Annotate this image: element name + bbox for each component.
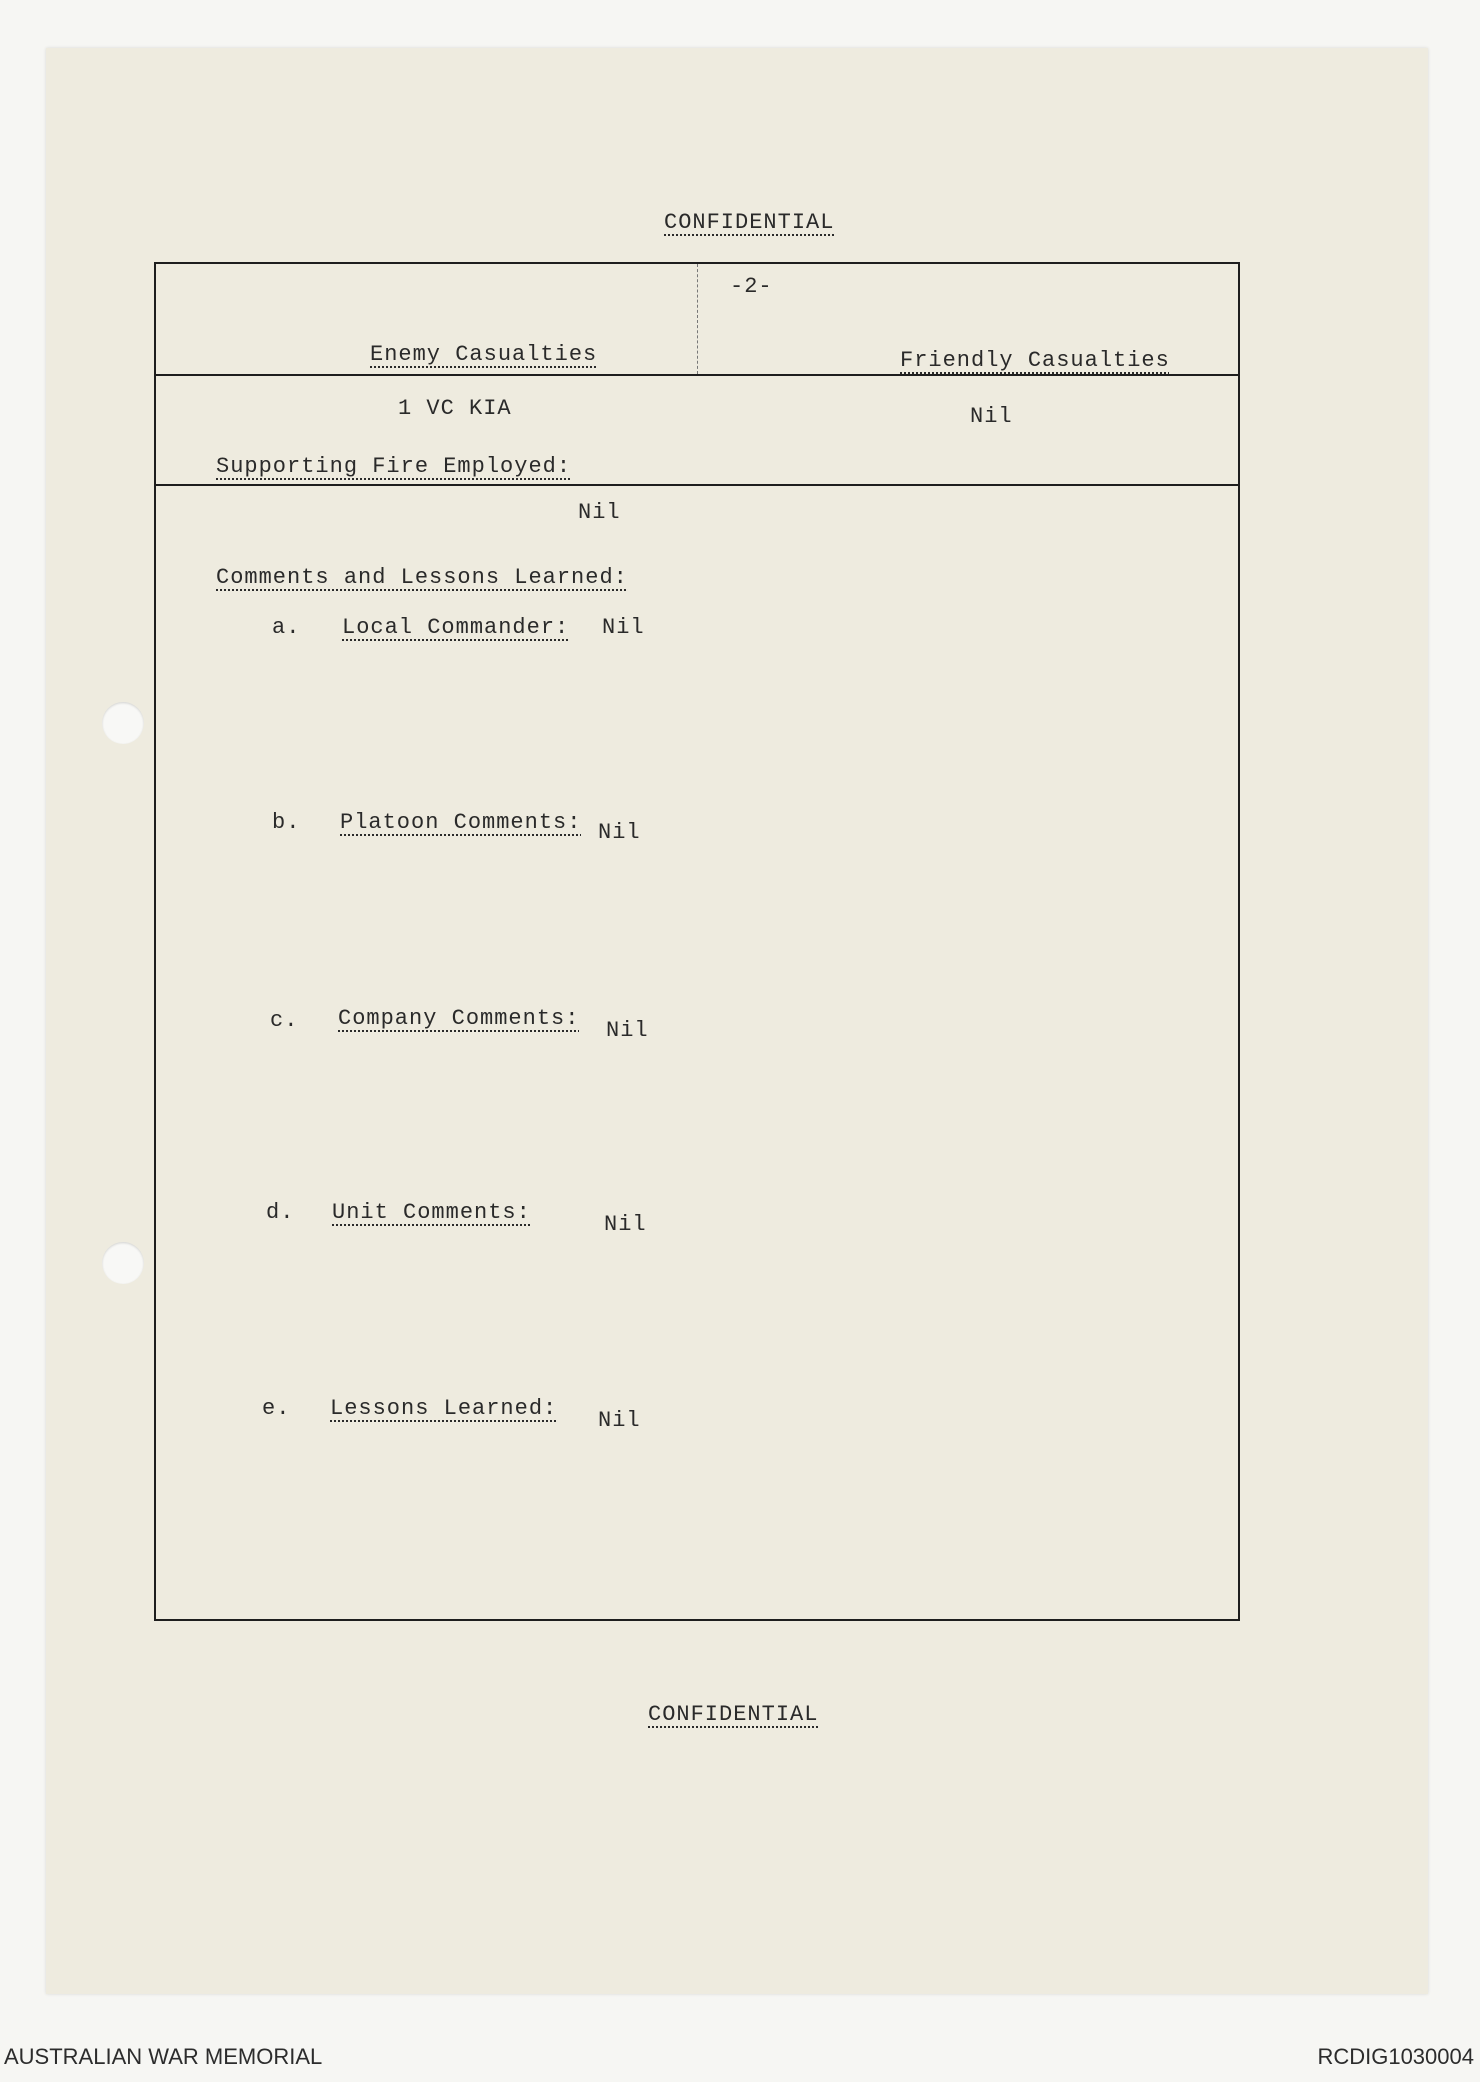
comment-label: Platoon Comments: xyxy=(340,810,582,835)
comments-label: Comments and Lessons Learned: xyxy=(216,565,628,590)
classification-header: CONFIDENTIAL xyxy=(664,210,835,235)
supporting-fire-value: Nil xyxy=(578,500,621,525)
comment-value: Nil xyxy=(598,1408,641,1433)
comment-letter: e. xyxy=(262,1396,291,1421)
enemy-casualties-value: 1 VC KIA xyxy=(398,396,512,421)
archive-credit: AUSTRALIAN WAR MEMORIAL xyxy=(4,2044,323,2069)
archive-reference-id: RCDIG1030004 xyxy=(1317,2044,1474,2069)
row-divider-2 xyxy=(156,484,1238,486)
comment-label: Company Comments: xyxy=(338,1006,580,1031)
comment-letter: a. xyxy=(272,615,301,640)
comment-letter: d. xyxy=(266,1200,295,1225)
classification-footer: CONFIDENTIAL xyxy=(648,1702,819,1727)
friendly-casualties-label: Friendly Casualties xyxy=(900,348,1170,373)
comment-letter: c. xyxy=(270,1008,299,1033)
punch-hole-bottom xyxy=(102,1242,144,1284)
column-divider xyxy=(697,264,698,374)
comment-label: Lessons Learned: xyxy=(330,1396,558,1421)
enemy-casualties-label: Enemy Casualties xyxy=(370,342,598,367)
comment-value: Nil xyxy=(602,615,645,640)
supporting-fire-label: Supporting Fire Employed: xyxy=(216,454,572,479)
comment-label: Unit Comments: xyxy=(332,1200,531,1225)
comment-value: Nil xyxy=(604,1212,647,1237)
comment-label: Local Commander: xyxy=(342,615,570,640)
comment-value: Nil xyxy=(606,1018,649,1043)
punch-hole-top xyxy=(102,702,144,744)
comment-letter: b. xyxy=(272,810,301,835)
row-divider-1 xyxy=(156,374,1238,376)
page-number: -2- xyxy=(730,274,773,299)
friendly-casualties-value: Nil xyxy=(970,404,1013,429)
comment-value: Nil xyxy=(598,820,641,845)
